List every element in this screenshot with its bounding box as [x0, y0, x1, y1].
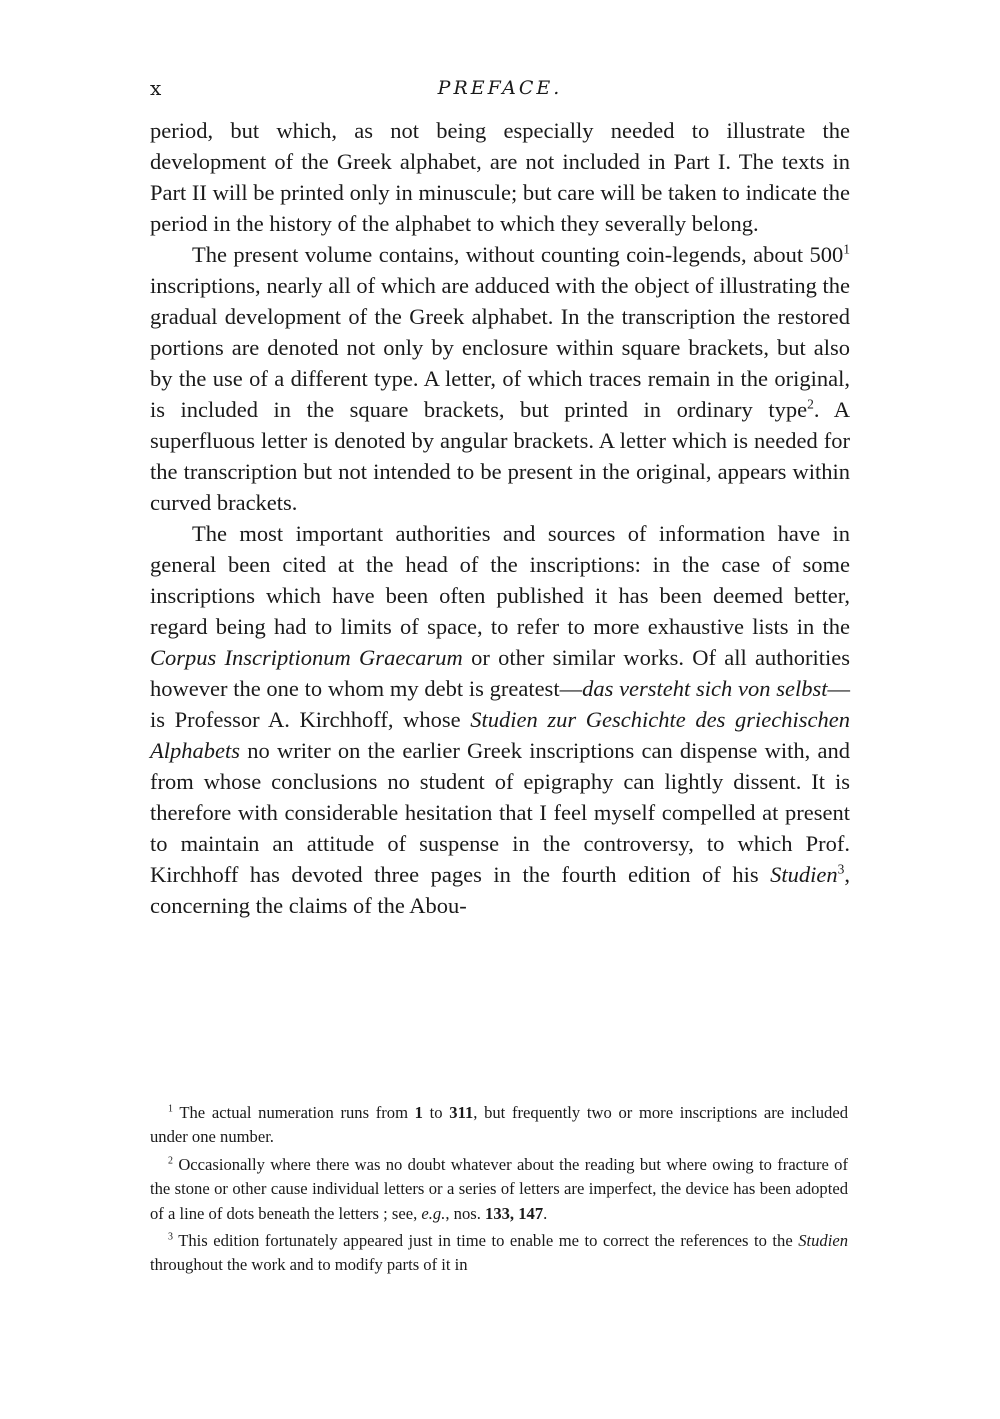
italic-title: Studien — [798, 1231, 848, 1251]
footnote-1 — [150, 1101, 848, 1150]
italic-title: Studien — [770, 862, 838, 887]
italic-phrase: das versteht sich von selbst — [582, 676, 828, 701]
italic-title: Corpus Inscriptionum Graecarum — [150, 645, 463, 670]
running-title: PREFACE. — [437, 77, 563, 99]
paragraph-2 — [150, 239, 850, 518]
body-text — [150, 115, 850, 921]
italic-abbrev: e.g. — [421, 1203, 446, 1223]
text-run: The present volume contains, without counting coin-legends, about 500 — [192, 242, 844, 267]
bold-number: 311 — [449, 1103, 474, 1122]
footnote-mark: 3 — [168, 1231, 173, 1243]
text-run: , concerning the claims of the Abou- — [150, 862, 850, 918]
footnote-mark: 1 — [168, 1103, 173, 1115]
text-run: inscriptions, nearly all of which are adduced with the object of illustrating the gradual development of the Greek alphabet. In the transcription the restored portions are denoted not only by enclosure within square brackets, but also by the use of a different type. A letter, of which traces remain in the original, is included in the square brackets, but printed in ordinary type — [150, 273, 850, 422]
text-run: Occasionally where there was no doubt whatever about the reading but where owing to fracture of the stone or other cause individual letters or a series of letters are imperfect, the device has been adopted of a line of dots beneath the letters ; see, — [150, 1154, 848, 1223]
text-run: throughout the work and to modify parts of it in — [150, 1255, 468, 1275]
text-run: no writer on the earlier Greek inscriptions can dispense with, and from whose conclusions no student of epigraphy can lightly dissent. It is therefore with considerable hesitation that I feel myself compelled at present to maintain an attitude of suspense in the controversy, to which Prof. Kirchhoff has devoted three pages in the fourth edition of his — [150, 738, 850, 887]
footnote-2 — [150, 1153, 848, 1226]
paragraph-3 — [150, 518, 850, 921]
footnote-ref-2: 2 — [807, 396, 814, 412]
footnote-mark: 2 — [168, 1155, 173, 1167]
text-run: , but frequently two or more inscriptions are included under one number. — [150, 1103, 848, 1147]
italic-title: Studien zur Geschichte des griechischen Alphabets — [150, 707, 850, 763]
paragraph-1: period, but which, as not being especially needed to illustrate the development of the Greek alphabet, are not included in Part I. The texts in Part II will be printed only in minuscule; but care will be taken to indicate the period in the history of the alphabet to which they severally belong. — [150, 118, 850, 236]
text-run: . A superfluous letter is denoted by angular brackets. A letter which is needed for the transcription but not intended to be present in the original, appears within curved brackets. — [150, 397, 850, 515]
footnote-ref-1: 1 — [843, 241, 850, 257]
text-run: to — [422, 1103, 450, 1122]
text-run: or other similar works. Of all authorities however the one to whom my debt is greatest— — [150, 645, 850, 701]
footnote-ref-3: 3 — [837, 861, 845, 877]
bold-number: 1 — [414, 1103, 423, 1122]
text-run: This edition fortunately appeared just in time to enable me to correct the references to the — [172, 1231, 799, 1251]
text-run: . — [543, 1203, 548, 1223]
bold-number: 133, 147 — [485, 1203, 544, 1223]
footnote-3 — [150, 1229, 848, 1278]
footnotes — [150, 1101, 848, 1281]
text-run: —is Professor A. Kirchhoff, whose — [150, 676, 850, 732]
text-run: The most important authorities and sources of information have in general been cited at the head of the inscriptions: in the case of some inscriptions which have been often published it has been deemed better, regard being had to limits of space, to refer to more exhaustive lists in the — [150, 521, 850, 639]
text-run: The actual numeration runs from — [172, 1103, 415, 1122]
text-run: , nos. — [445, 1203, 486, 1223]
page-number: x — [150, 76, 162, 100]
